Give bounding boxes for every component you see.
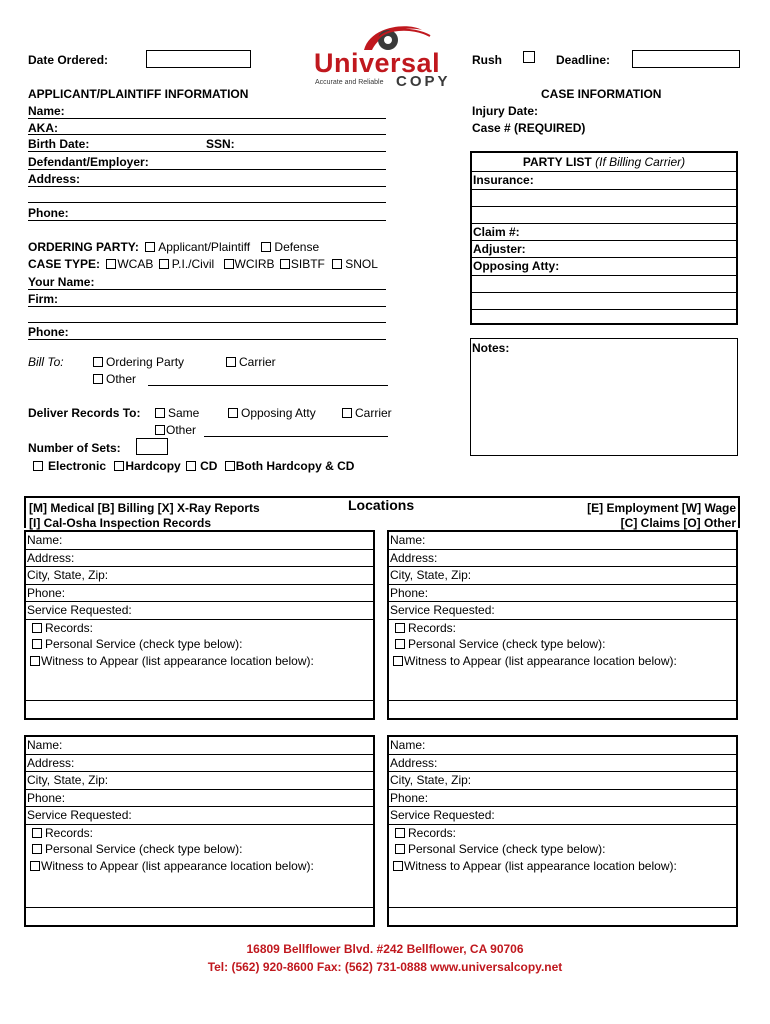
location-blank-line[interactable]	[389, 700, 736, 701]
insurance-label: Insurance:	[473, 173, 534, 187]
records-checkbox[interactable]	[395, 623, 405, 633]
location-name-label: Name:	[390, 738, 426, 752]
location-name-label: Name:	[27, 738, 63, 752]
applicant-phone-label: Phone:	[28, 206, 69, 220]
location-city-field[interactable]	[26, 772, 373, 790]
address-line-1[interactable]	[28, 186, 386, 187]
location-service-label: Service Requested:	[27, 603, 132, 617]
records-option	[389, 825, 736, 842]
witness-checkbox[interactable]	[393, 861, 403, 871]
snol-checkbox[interactable]	[332, 259, 342, 269]
location-phone-label: Phone:	[390, 790, 429, 805]
bill-other-checkbox[interactable]	[93, 374, 103, 384]
deliver-row	[28, 406, 140, 420]
witness-label: Witness to Appear (list appearance location below):	[404, 858, 677, 873]
records-label: Records:	[45, 620, 94, 635]
personal-service-checkbox[interactable]	[395, 844, 405, 854]
location-blank-line[interactable]	[26, 907, 373, 908]
location-address-label: Address:	[27, 550, 75, 565]
witness-option	[389, 653, 736, 670]
party-list-box	[470, 151, 738, 325]
wcirb-checkbox[interactable]	[224, 259, 234, 269]
number-of-sets-field[interactable]	[136, 438, 168, 455]
location-blank-line[interactable]	[389, 907, 736, 908]
hardcopy-label: Hardcopy	[125, 459, 181, 473]
notes-label: Notes:	[472, 341, 510, 355]
personal-service-option	[389, 841, 736, 858]
footer-contact: Tel: (562) 920-8600 Fax: (562) 731-0888 www.universalcopy.net	[207, 960, 563, 974]
personal-service-label: Personal Service (check type below):	[45, 637, 243, 651]
location-phone-field[interactable]	[389, 790, 736, 808]
bill-ordering-party-label: Ordering Party	[106, 355, 185, 369]
case-number-label: Case # (REQUIRED)	[472, 121, 586, 135]
location-city-field[interactable]	[26, 567, 373, 585]
witness-option	[389, 858, 736, 875]
location-city-label: City, State, Zip:	[27, 773, 109, 787]
electronic-checkbox[interactable]	[33, 461, 43, 471]
party-blank-row-2[interactable]	[472, 207, 736, 224]
claim-label: Claim #:	[473, 225, 520, 239]
birth-ssn-line[interactable]	[28, 151, 386, 152]
ordering-phone-label: Phone:	[28, 325, 69, 339]
bill-other-line[interactable]	[148, 385, 388, 386]
location-name-field[interactable]	[389, 737, 736, 755]
deliver-other-option	[155, 423, 196, 437]
both-checkbox[interactable]	[225, 461, 235, 471]
location-address-field[interactable]	[26, 755, 373, 773]
location-city-label: City, State, Zip:	[390, 568, 472, 582]
witness-option	[26, 858, 373, 875]
your-name-line[interactable]	[28, 289, 386, 290]
location-name-field[interactable]	[26, 532, 373, 550]
firm-line-1[interactable]	[28, 306, 386, 307]
records-label: Records:	[408, 825, 457, 840]
ordering-party-label: ORDERING PARTY:	[28, 240, 139, 254]
party-list-subtitle: (If Billing Carrier)	[595, 155, 686, 169]
bill-other-label: Other	[106, 372, 137, 386]
party-list-header	[472, 153, 736, 172]
party-blank-row-4[interactable]	[472, 293, 736, 310]
deadline-label: Deadline:	[556, 53, 611, 67]
format-row	[33, 459, 354, 473]
bill-carrier-label: Carrier	[239, 355, 276, 369]
location-phone-label: Phone:	[27, 585, 66, 600]
location-service-field[interactable]	[389, 602, 736, 620]
pi-civil-checkbox[interactable]	[159, 259, 169, 269]
deliver-carrier-label: Carrier	[355, 406, 392, 420]
location-phone-field[interactable]	[26, 790, 373, 808]
locations-header	[24, 496, 740, 528]
applicant-name-line[interactable]	[28, 118, 386, 119]
bill-other-option	[93, 372, 136, 386]
electronic-label: Electronic	[48, 459, 107, 473]
claim-row[interactable]	[472, 224, 736, 241]
location-address-field[interactable]	[389, 755, 736, 773]
sibtf-checkbox[interactable]	[280, 259, 290, 269]
both-label: Both Hardcopy & CD	[235, 459, 355, 473]
date-ordered-field[interactable]	[146, 50, 251, 68]
ordering-party-row	[28, 240, 319, 254]
location-address-field[interactable]	[26, 550, 373, 568]
location-service-field[interactable]	[389, 807, 736, 825]
deliver-opposing-checkbox[interactable]	[228, 408, 238, 418]
location-service-field[interactable]	[26, 602, 373, 620]
deliver-carrier-checkbox[interactable]	[342, 408, 352, 418]
opposing-row[interactable]	[472, 258, 736, 276]
locations-left-line-2: [I] Cal-Osha Inspection Records	[29, 516, 212, 530]
cd-label: CD	[200, 459, 218, 473]
firm-label: Firm:	[28, 292, 58, 306]
your-name-label: Your Name:	[28, 275, 95, 289]
location-address-label: Address:	[390, 550, 438, 565]
deliver-carrier-option	[342, 406, 392, 420]
applicant-plaintiff-label: Applicant/Plaintiff	[158, 240, 251, 254]
logo-copy: COPY	[396, 73, 451, 90]
injury-date-label: Injury Date:	[472, 104, 539, 118]
party-blank-row-1[interactable]	[472, 190, 736, 207]
applicant-title: APPLICANT/PLAINTIFF INFORMATION	[28, 87, 249, 101]
notes-box[interactable]	[470, 338, 738, 456]
personal-service-label: Personal Service (check type below):	[408, 842, 606, 856]
location-service-label: Service Requested:	[390, 808, 495, 822]
personal-service-checkbox[interactable]	[32, 639, 42, 649]
applicant-plaintiff-checkbox[interactable]	[145, 242, 155, 252]
witness-label: Witness to Appear (list appearance location below):	[41, 858, 314, 873]
bill-ordering-party-checkbox[interactable]	[93, 357, 103, 367]
deliver-other-line[interactable]	[204, 436, 388, 437]
defendant-line[interactable]	[28, 169, 386, 170]
defendant-label: Defendant/Employer:	[28, 155, 149, 169]
logo-tagline: Accurate and Reliable	[315, 79, 384, 86]
deliver-label: Deliver Records To:	[28, 406, 141, 420]
location-phone-label: Phone:	[27, 790, 66, 805]
records-checkbox[interactable]	[32, 623, 42, 633]
location-city-label: City, State, Zip:	[390, 773, 472, 787]
universal-copy-logo	[312, 20, 460, 92]
witness-checkbox[interactable]	[393, 656, 403, 666]
records-label: Records:	[45, 825, 94, 840]
deliver-opposing-option	[228, 406, 316, 420]
location-name-field[interactable]	[26, 737, 373, 755]
case-type-label: CASE TYPE:	[28, 257, 101, 271]
personal-service-option	[26, 841, 373, 858]
logo-word: Universal	[314, 48, 441, 78]
wcab-label: WCAB	[117, 257, 154, 271]
personal-service-option	[26, 636, 373, 653]
hardcopy-checkbox[interactable]	[114, 461, 124, 471]
deliver-other-label: Other	[166, 423, 197, 437]
witness-checkbox[interactable]	[30, 861, 40, 871]
pi-civil-label: P.I./Civil	[171, 257, 215, 271]
location-service-field[interactable]	[26, 807, 373, 825]
locations-right-line-2: [C] Claims [O] Other	[620, 516, 736, 530]
location-service-label: Service Requested:	[390, 603, 495, 617]
sibtf-label: SIBTF	[290, 257, 325, 271]
location-address-label: Address:	[27, 755, 75, 770]
personal-service-checkbox[interactable]	[395, 639, 405, 649]
location-name-label: Name:	[27, 533, 63, 547]
locations-right-line-1: [E] Employment [W] Wage	[587, 501, 736, 515]
location-name-label: Name:	[390, 533, 426, 547]
aka-label: AKA:	[28, 121, 58, 135]
rush-checkbox[interactable]	[523, 51, 535, 63]
deliver-same-label: Same	[168, 406, 200, 420]
location-address-field[interactable]	[389, 550, 736, 568]
date-ordered-label: Date Ordered:	[28, 53, 109, 67]
location-city-label: City, State, Zip:	[27, 568, 109, 582]
wcirb-label: WCIRB	[234, 257, 275, 271]
records-option	[26, 825, 373, 842]
records-label: Records:	[408, 620, 457, 635]
location-address-label: Address:	[390, 755, 438, 770]
location-city-field[interactable]	[389, 772, 736, 790]
address-label: Address:	[28, 172, 81, 186]
location-card-3	[24, 735, 375, 927]
location-name-field[interactable]	[389, 532, 736, 550]
location-city-field[interactable]	[389, 567, 736, 585]
rush-label: Rush	[472, 53, 502, 67]
witness-option	[26, 653, 373, 670]
case-info-title: CASE INFORMATION	[541, 87, 662, 101]
deliver-same-option	[155, 406, 199, 420]
deliver-opposing-label: Opposing Atty	[241, 406, 316, 420]
case-type-row	[28, 257, 378, 271]
deliver-same-checkbox[interactable]	[155, 408, 165, 418]
ssn-label: SSN:	[206, 137, 235, 151]
records-checkbox[interactable]	[395, 828, 405, 838]
personal-service-checkbox[interactable]	[32, 844, 42, 854]
party-blank-row-3[interactable]	[472, 276, 736, 293]
records-checkbox[interactable]	[32, 828, 42, 838]
bill-carrier-checkbox[interactable]	[226, 357, 236, 367]
deliver-other-checkbox[interactable]	[155, 425, 165, 435]
personal-service-label: Personal Service (check type below):	[45, 842, 243, 856]
birth-date-label: Birth Date:	[28, 137, 90, 151]
personal-service-option	[389, 636, 736, 653]
number-of-sets-label: Number of Sets:	[28, 441, 121, 455]
snol-label: SNOL	[345, 257, 378, 271]
location-service-label: Service Requested:	[27, 808, 132, 822]
insurance-row[interactable]	[472, 172, 736, 190]
location-phone-label: Phone:	[390, 585, 429, 600]
records-option	[26, 620, 373, 637]
location-phone-field[interactable]	[26, 585, 373, 603]
location-card-4	[387, 735, 738, 927]
firm-line-2[interactable]	[28, 322, 386, 323]
cd-checkbox[interactable]	[186, 461, 196, 471]
location-phone-field[interactable]	[389, 585, 736, 603]
records-option	[389, 620, 736, 637]
bill-carrier-option	[226, 355, 276, 369]
bill-to-label: Bill To:	[28, 355, 64, 369]
witness-label: Witness to Appear (list appearance location below):	[404, 653, 677, 668]
address-line-2[interactable]	[28, 202, 386, 203]
applicant-name-label: Name:	[28, 104, 65, 118]
party-list-title: PARTY LIST	[522, 155, 592, 169]
wcab-checkbox[interactable]	[106, 259, 116, 269]
location-card-2	[387, 530, 738, 720]
defense-checkbox[interactable]	[261, 242, 271, 252]
applicant-phone-line[interactable]	[28, 220, 386, 221]
footer-address: 16809 Bellflower Blvd. #242 Bellflower, CA 90706	[246, 942, 524, 956]
bill-ordering-party-option	[93, 355, 184, 369]
personal-service-label: Personal Service (check type below):	[408, 637, 606, 651]
location-blank-line[interactable]	[26, 700, 373, 701]
defense-label: Defense	[274, 240, 320, 254]
witness-label: Witness to Appear (list appearance location below):	[41, 653, 314, 668]
adjuster-row[interactable]	[472, 241, 736, 258]
opposing-label: Opposing Atty:	[473, 259, 560, 273]
witness-checkbox[interactable]	[30, 656, 40, 666]
locations-left-line-1: [M] Medical [B] Billing [X] X-Ray Reports	[29, 501, 260, 515]
location-card-1	[24, 530, 375, 720]
locations-title: Locations	[348, 497, 415, 513]
deadline-field[interactable]	[632, 50, 740, 68]
adjuster-label: Adjuster:	[473, 242, 526, 256]
ordering-phone-line[interactable]	[28, 339, 386, 340]
aka-line[interactable]	[28, 134, 386, 135]
